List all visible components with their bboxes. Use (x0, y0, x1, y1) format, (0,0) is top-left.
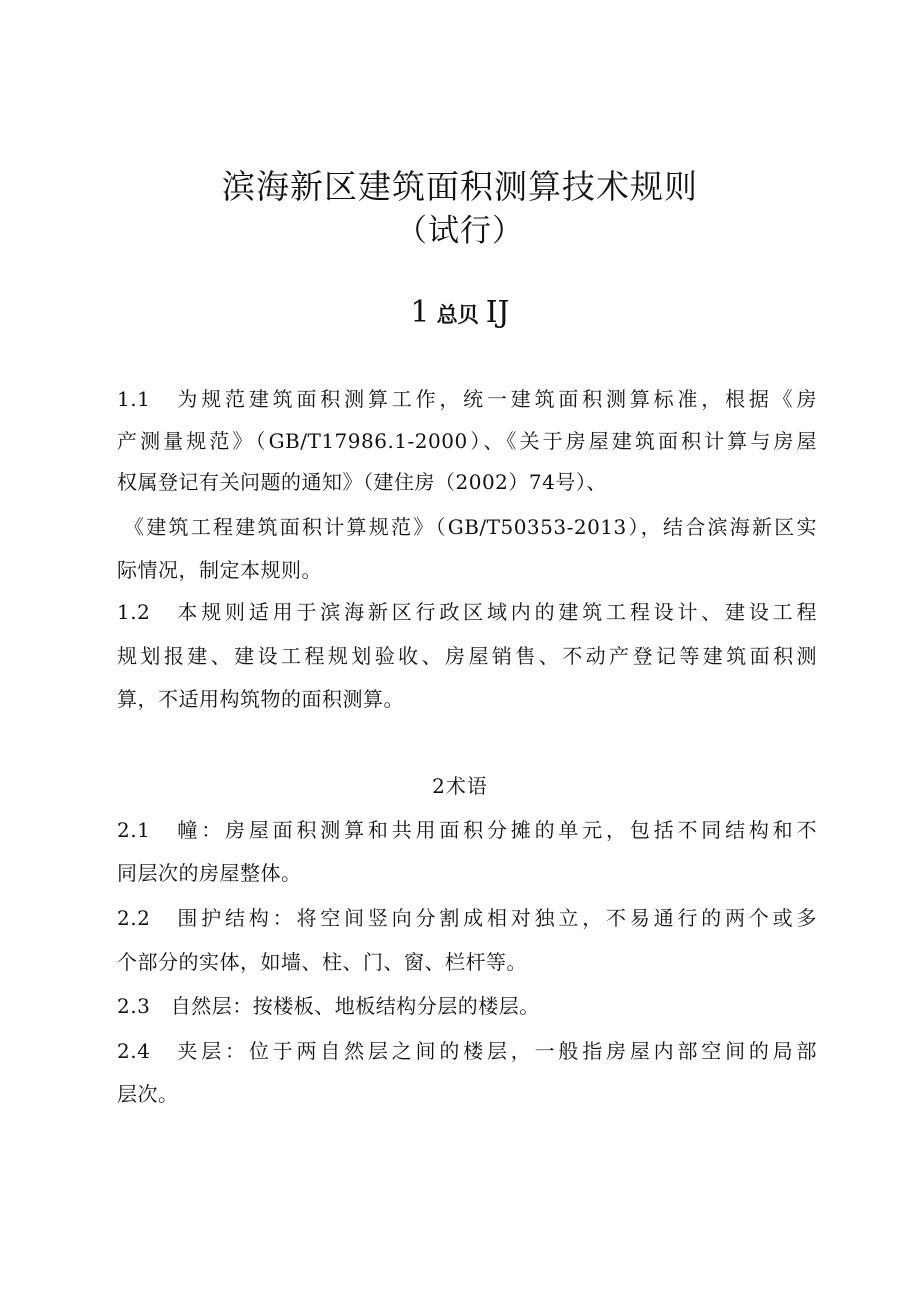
chapter-1-number: 1 (410, 295, 430, 330)
paragraph-line: 规划报建、建设工程规划验收、房屋销售、不动产登记等建筑面积测 (117, 644, 817, 668)
paragraph-line: 1.2 本规则适用于滨海新区行政区域内的建筑工程设计、建设工程 (117, 600, 817, 624)
paragraph-line: 2.4 夹层：位于两自然层之间的楼层，一般指房屋内部空间的局部 (117, 1039, 817, 1063)
paragraph-line: 层次。 (117, 1082, 179, 1106)
paragraph-line: 1.1 为规范建筑面积测算工作，统一建筑面积测算标准，根据《房 (117, 387, 817, 411)
paragraph-line: 权属登记有关问题的通知》（建住房（2002）74号）、 (117, 470, 607, 494)
chapter-2-heading: 2术语 (432, 774, 488, 798)
paragraph-line: 2.3 自然层：按楼板、地板结构分层的楼层。 (117, 994, 540, 1018)
paragraph-line: 产测量规范》（GB/T17986.1-2000）、《关于房屋建筑面积计算与房屋 (117, 429, 817, 453)
paragraph-line: 算，不适用构筑物的面积测算。 (117, 687, 404, 711)
paragraph-line: 同层次的房屋整体。 (117, 861, 302, 885)
paragraph-line: 《建筑工程建筑面积计算规范》（GB/T50353-2013），结合滨海新区实 (124, 515, 817, 539)
paragraph-line: 个部分的实体，如墙、柱、门、窗、栏杆等。 (117, 950, 527, 974)
chapter-1-heading (0, 295, 920, 330)
paragraph-line: 2.1 幢：房屋面积测算和共用面积分摊的单元，包括不同结构和不 (117, 818, 817, 842)
paragraph-line: 际情况，制定本规则。 (117, 558, 322, 582)
document-subtitle: （试行） (396, 213, 524, 249)
chapter-1-title-tail: IJ (485, 295, 510, 330)
chapter-1-title: 总贝 (436, 303, 479, 327)
document-title: 滨海新区建筑面积测算技术规则 (222, 167, 698, 206)
paragraph-line: 2.2 围护结构：将空间竖向分割成相对独立，不易通行的两个或多 (117, 906, 817, 930)
